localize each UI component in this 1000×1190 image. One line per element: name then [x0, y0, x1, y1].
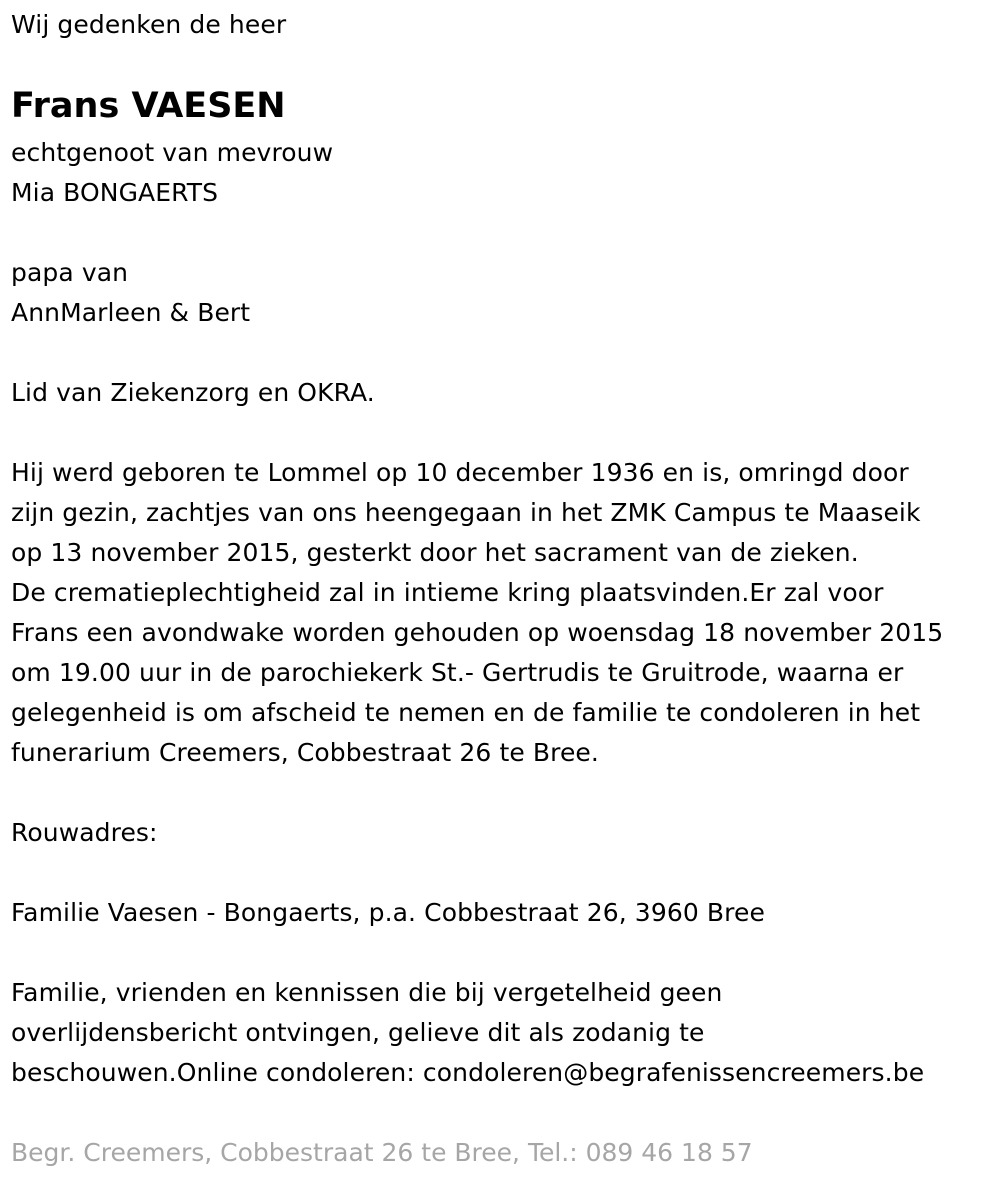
- closing-line: overlijdensbericht ontvingen, gelieve dit als zodanig te: [11, 1018, 705, 1047]
- announcement-line: Frans een avondwake worden gehouden op woensdag 18 november 2015: [11, 618, 944, 647]
- mourning-address-label-section: [11, 813, 158, 853]
- announcement-line: om 19.00 uur in de parochiekerk St.- Gertrudis te Gruitrode, waarna er: [11, 658, 904, 687]
- closing-line: beschouwen.Online condoleren: condoleren@begrafenissencreemers.be: [11, 1058, 925, 1087]
- announcement-line: funerarium Creemers, Cobbestraat 26 te Bree.: [11, 738, 599, 767]
- mourning-address-section: [11, 893, 765, 933]
- announcement-line: gelegenheid is om afscheid te nemen en de familie te condoleren in het: [11, 698, 921, 727]
- announcement-line: De crematieplechtigheid zal in intieme kring plaatsvinden.Er zal voor: [11, 578, 884, 607]
- membership-section: [11, 373, 375, 413]
- announcement-line: op 13 november 2015, gesterkt door het sacrament van de zieken.: [11, 538, 859, 567]
- children-section: [11, 253, 250, 333]
- closing-paragraph: [11, 973, 924, 1093]
- spouse-section: [11, 133, 333, 213]
- spouse-label: echtgenoot van mevrouw: [11, 138, 334, 167]
- children-names: AnnMarleen & Bert: [11, 298, 251, 327]
- deceased-name: Frans VAESEN: [11, 86, 286, 126]
- funeral-home-footer: Begr. Creemers, Cobbestraat 26 te Bree, Tel.: 089 46 18 57: [11, 1138, 753, 1167]
- children-label: papa van: [11, 258, 129, 287]
- membership-text: Lid van Ziekenzorg en OKRA.: [11, 378, 375, 407]
- announcement-line: Hij werd geboren te Lommel op 10 december 1936 en is, omringd door: [11, 458, 909, 487]
- mourning-address: Familie Vaesen - Bongaerts, p.a. Cobbestraat 26, 3960 Bree: [11, 898, 765, 927]
- mourning-address-label: Rouwadres:: [11, 818, 158, 847]
- announcement-line: zijn gezin, zachtjes van ons heengegaan in het ZMK Campus te Maaseik: [11, 498, 921, 527]
- closing-line: Familie, vrienden en kennissen die bij vergetelheid geen: [11, 978, 723, 1007]
- announcement-paragraph: [11, 453, 943, 773]
- spouse-name: Mia BONGAERTS: [11, 178, 219, 207]
- intro-text: Wij gedenken de heer: [11, 10, 287, 39]
